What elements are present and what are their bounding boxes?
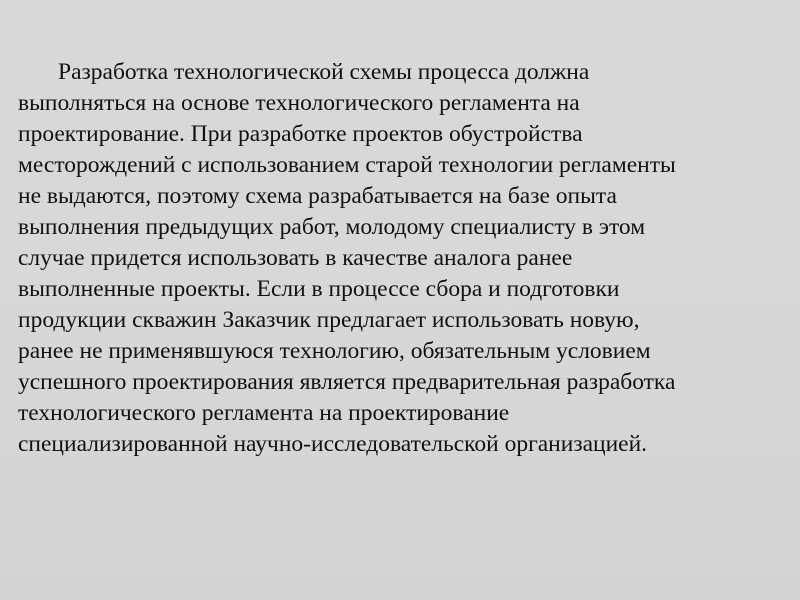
paragraph-line: продукции скважин Заказчик предлагает использовать новую, — [18, 307, 640, 333]
paragraph-line: случае придется использовать в качестве аналога ранее — [18, 245, 573, 271]
paragraph-line: выполнения предыдущих работ, молодому специалисту в этом — [18, 214, 646, 240]
paragraph-line: технологического регламента на проектирование — [18, 400, 510, 426]
paragraph-line: выполненные проекты. Если в процессе сбора и подготовки — [18, 276, 620, 302]
body-paragraph — [18, 57, 781, 460]
paragraph-line: Разработка технологической схемы процесса должна — [58, 59, 590, 85]
paragraph-line: не выдаются, поэтому схема разрабатывается на базе опыта — [18, 183, 617, 209]
paragraph-line: ранее не применявшуюся технологию, обязательным условием — [18, 338, 651, 364]
paragraph-line: выполняться на основе технологического регламента на — [18, 90, 580, 116]
paragraph-line: месторождений с использованием старой технологии регламенты — [18, 152, 676, 178]
paragraph-line: успешного проектирования является предварительная разработка — [18, 369, 676, 395]
paragraph-line: специализированной научно-исследовательской организацией. — [18, 431, 648, 457]
paragraph-line: проектирование. При разработке проектов обустройства — [18, 121, 583, 147]
